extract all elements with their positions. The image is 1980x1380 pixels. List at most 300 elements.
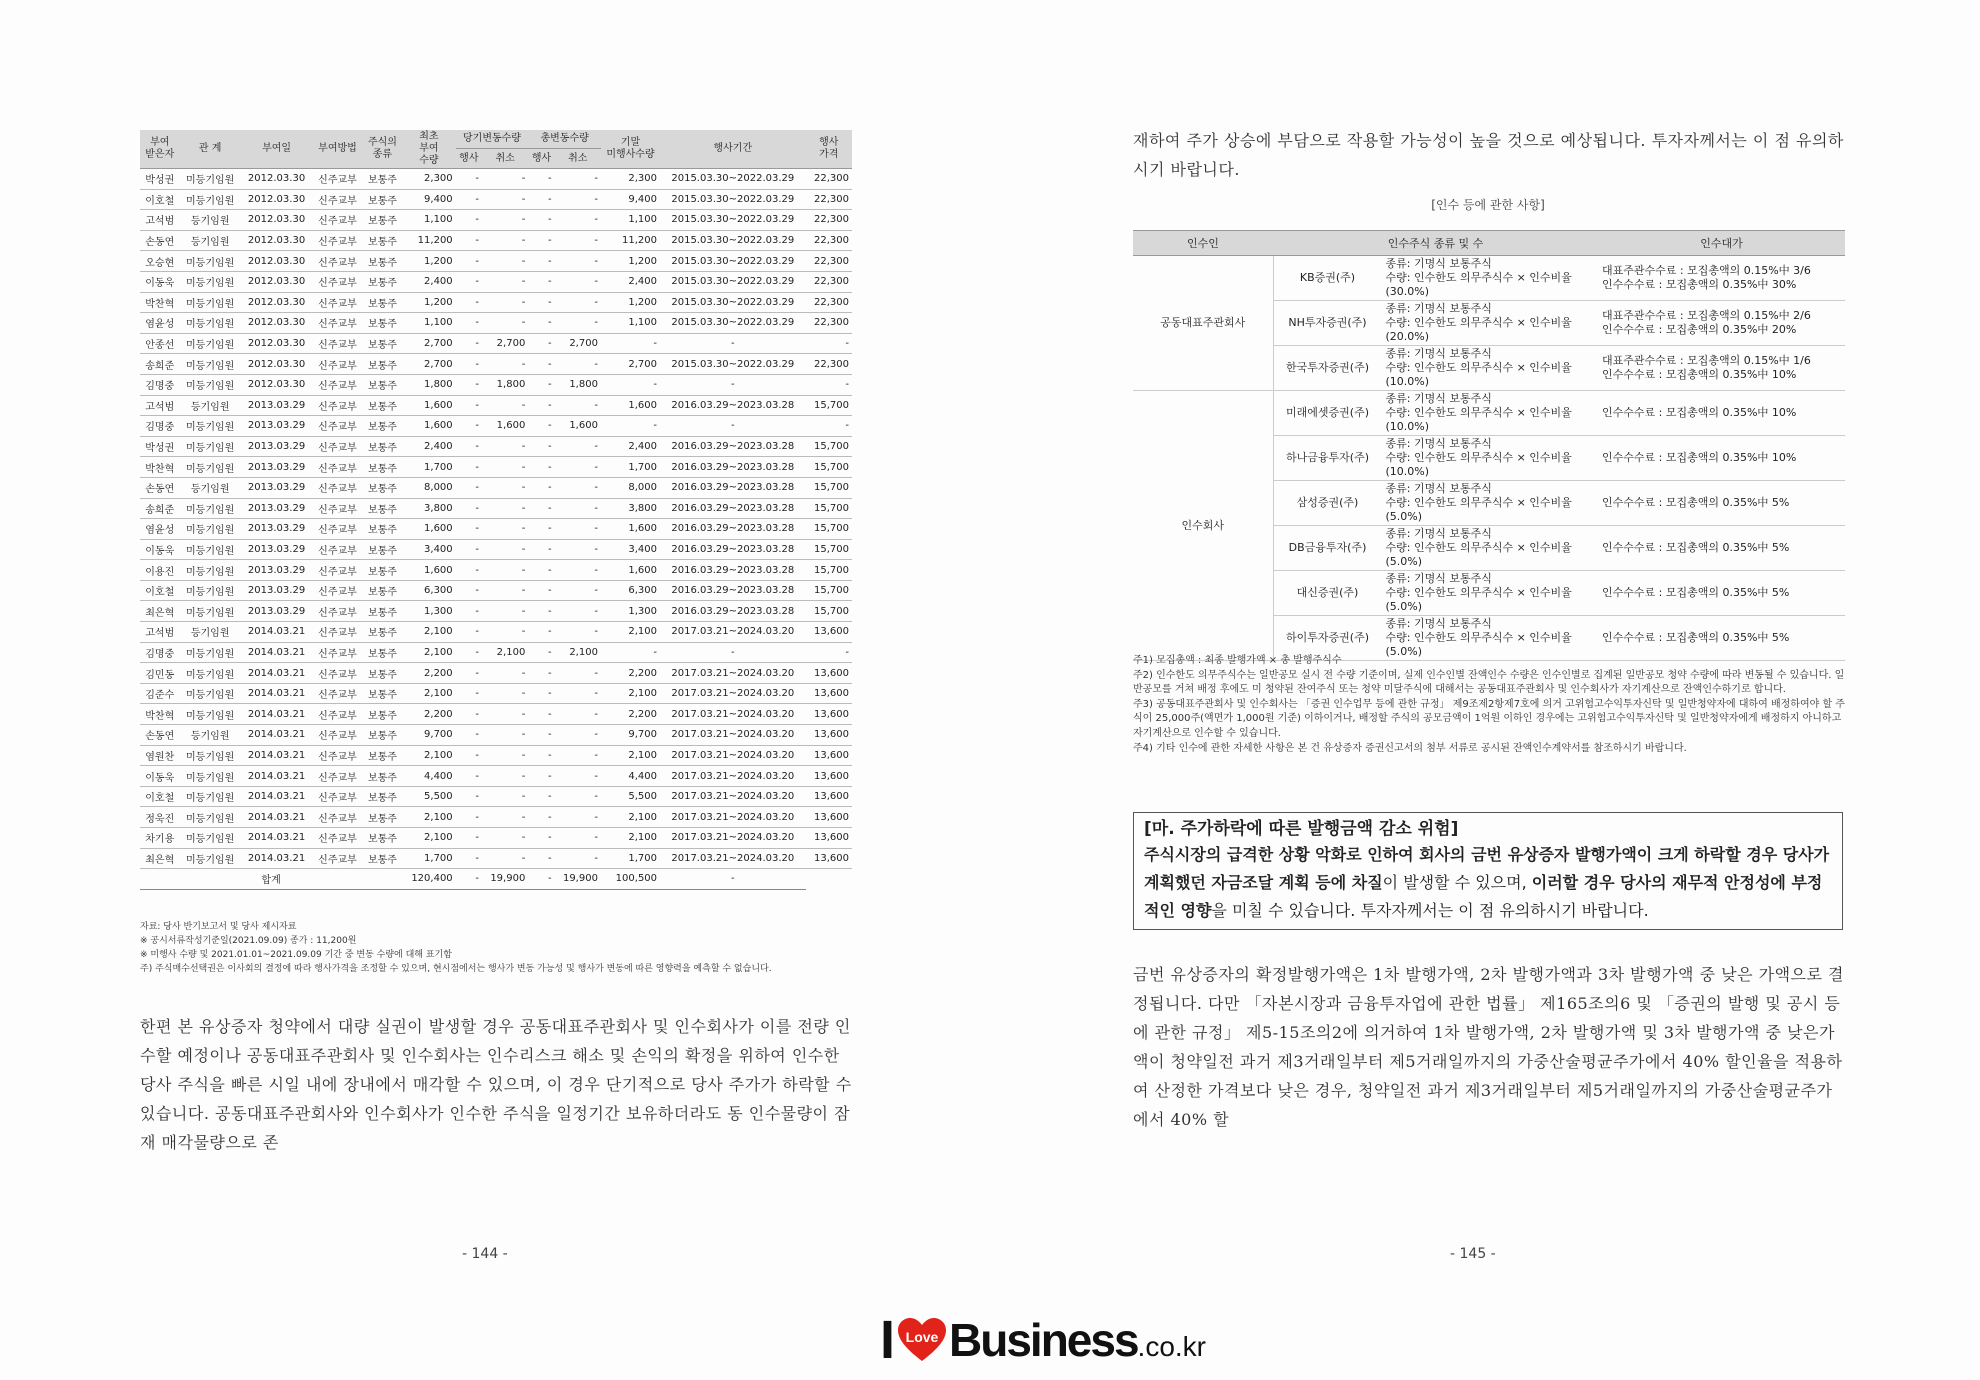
table-cell: - <box>555 457 601 478</box>
table-cell: 미등기임원 <box>180 292 241 313</box>
table-cell: - <box>456 251 482 272</box>
table-cell: 13,600 <box>806 683 852 704</box>
table-cell: 13,600 <box>806 622 852 643</box>
right-top-text: 재하여 주가 상승에 부담으로 작용할 가능성이 높을 것으로 예상됩니다. 투자자께서는 이 점 유의하시기 바랍니다. <box>1133 131 1844 179</box>
table-cell: 김명중 <box>140 416 180 437</box>
table-cell: 보통주 <box>363 725 403 746</box>
table-cell: 신주교부 <box>312 766 362 787</box>
table-cell: 미등기임원 <box>180 457 241 478</box>
table-cell: 이호철 <box>140 786 180 807</box>
table-cell: 2015.03.30~2022.03.29 <box>660 271 806 292</box>
table-row <box>140 354 852 375</box>
table-row <box>140 189 852 210</box>
table-cell: - <box>482 745 528 766</box>
table-cell: 2,100 <box>555 642 601 663</box>
table-cell: - <box>555 828 601 849</box>
table-cell: - <box>456 519 482 540</box>
uw-kind: 종류: 기명식 보통주식 <box>1385 392 1492 405</box>
table-cell: 22,300 <box>806 313 852 334</box>
table-cell: 보통주 <box>363 601 403 622</box>
opt-subheader-3: 취소 <box>555 149 601 169</box>
total-cell: - <box>528 869 554 890</box>
uw-shares <box>1382 391 1599 436</box>
table-cell: - <box>555 519 601 540</box>
table-cell: 보통주 <box>363 333 403 354</box>
uw-firm: 한국투자증권(주) <box>1273 346 1382 391</box>
opt-header-9: 행사기간 <box>660 130 806 169</box>
table-cell: - <box>555 436 601 457</box>
table-cell: 이호철 <box>140 580 180 601</box>
uw-fee-lead: 대표주관수수료 : 모집총액의 0.15%中 3/6 <box>1602 264 1811 277</box>
uw-firm: 대신증권(주) <box>1273 571 1382 616</box>
table-cell: 2014.03.21 <box>241 683 312 704</box>
table-cell: - <box>528 745 554 766</box>
table-cell: 2014.03.21 <box>241 704 312 725</box>
table-cell: 2015.03.30~2022.03.29 <box>660 230 806 251</box>
table-cell: - <box>456 498 482 519</box>
table-row <box>140 622 852 643</box>
note-line: ※ 미행사 수량 및 2021.01.01~2021.09.09 기간 중 변동 수량에 대해 표기함 <box>140 950 452 960</box>
table-cell: - <box>482 786 528 807</box>
logo-business: Business <box>949 1314 1138 1366</box>
table-cell: - <box>555 601 601 622</box>
table-cell: 15,700 <box>806 601 852 622</box>
table-cell: 2016.03.29~2023.03.28 <box>660 498 806 519</box>
table-cell: 13,600 <box>806 663 852 684</box>
table-cell: - <box>806 416 852 437</box>
opt-header-0: 부여 받은자 <box>140 130 180 169</box>
underwriter-table-caption: [인수 등에 관한 사항] <box>1431 198 1545 212</box>
table-cell: 이동욱 <box>140 539 180 560</box>
table-cell: 2014.03.21 <box>241 766 312 787</box>
table-cell: 3,400 <box>402 539 455 560</box>
table-cell: 보통주 <box>363 828 403 849</box>
table-cell: 고석범 <box>140 395 180 416</box>
table-cell: 미등기임원 <box>180 663 241 684</box>
table-cell: 신주교부 <box>312 374 362 395</box>
underwriter-table <box>1133 230 1845 661</box>
table-cell: 신주교부 <box>312 189 362 210</box>
table-cell: - <box>482 580 528 601</box>
table-cell: 2013.03.29 <box>241 580 312 601</box>
table-cell: 3,400 <box>601 539 660 560</box>
table-row <box>140 210 852 231</box>
table-cell: - <box>555 539 601 560</box>
table-cell: 2,100 <box>402 622 455 643</box>
table-cell: - <box>555 807 601 828</box>
table-cell: 신주교부 <box>312 786 362 807</box>
table-cell: 1,600 <box>601 519 660 540</box>
table-cell: 신주교부 <box>312 622 362 643</box>
table-cell: 1,600 <box>402 416 455 437</box>
table-cell: 2015.03.30~2022.03.29 <box>660 251 806 272</box>
total-cell: 120,400 <box>402 869 455 890</box>
table-cell: 15,700 <box>806 560 852 581</box>
table-cell: 2016.03.29~2023.03.28 <box>660 519 806 540</box>
table-cell: - <box>555 292 601 313</box>
table-row <box>140 786 852 807</box>
risk-title: [마. 주가하락에 따른 발행금액 감소 위험] <box>1144 819 1459 839</box>
table-cell: 신주교부 <box>312 601 362 622</box>
table-cell: - <box>482 766 528 787</box>
table-cell: - <box>456 210 482 231</box>
uw-fee-underwriting: 인수수수료 : 모집총액의 0.35%中 20% <box>1602 323 1797 336</box>
logo-i: I <box>880 1310 896 1370</box>
table-cell: 2013.03.29 <box>241 560 312 581</box>
table-row <box>140 642 852 663</box>
table-cell: - <box>528 580 554 601</box>
table-cell: - <box>482 230 528 251</box>
table-cell: - <box>456 622 482 643</box>
table-cell: 1,600 <box>555 416 601 437</box>
table-cell: 4,400 <box>601 766 660 787</box>
table-cell: 2,700 <box>402 333 455 354</box>
risk-bold-2: 이러할 경우 당사의 재무적 안정성에 부정적인 영향 <box>1144 873 1823 920</box>
table-cell: 보통주 <box>363 704 403 725</box>
uw-qty: 수량: 인수한도 의무주식수 × 인수비율(5.0%) <box>1385 496 1572 523</box>
opt-header-3: 부여방법 <box>312 130 362 169</box>
opt-subheader-0: 행사 <box>456 149 482 169</box>
table-cell: 15,700 <box>806 477 852 498</box>
table-cell: - <box>528 292 554 313</box>
table-cell: 신주교부 <box>312 807 362 828</box>
table-cell: 2012.03.30 <box>241 169 312 190</box>
table-cell: - <box>482 292 528 313</box>
table-cell: 미등기임원 <box>180 704 241 725</box>
table-cell: 보통주 <box>363 519 403 540</box>
total-row <box>140 869 852 890</box>
table-cell: 보통주 <box>363 766 403 787</box>
table-cell: 미등기임원 <box>180 766 241 787</box>
table-cell: - <box>456 745 482 766</box>
table-cell: - <box>456 539 482 560</box>
table-cell: 보통주 <box>363 271 403 292</box>
table-cell: 2016.03.29~2023.03.28 <box>660 580 806 601</box>
table-cell: 5,500 <box>402 786 455 807</box>
total-cell: 19,900 <box>482 869 528 890</box>
table-cell: - <box>660 416 806 437</box>
uw-firm: 하나금융투자(주) <box>1273 436 1382 481</box>
uw-firm: 삼성증권(주) <box>1273 481 1382 526</box>
table-cell: 신주교부 <box>312 828 362 849</box>
table-cell: 2012.03.30 <box>241 230 312 251</box>
table-cell: 2,100 <box>402 807 455 828</box>
table-cell: 2012.03.30 <box>241 251 312 272</box>
uw-group-label: 인수회사 <box>1133 391 1273 661</box>
table-cell: 1,100 <box>601 210 660 231</box>
table-cell: 박찬혁 <box>140 457 180 478</box>
table-cell: 오승현 <box>140 251 180 272</box>
table-cell: - <box>528 436 554 457</box>
table-cell: - <box>601 642 660 663</box>
table-cell: - <box>456 457 482 478</box>
table-cell: 2013.03.29 <box>241 498 312 519</box>
table-cell: 2,700 <box>601 354 660 375</box>
table-row <box>140 169 852 190</box>
table-cell: 보통주 <box>363 848 403 869</box>
table-cell: 15,700 <box>806 580 852 601</box>
table-cell: 2014.03.21 <box>241 745 312 766</box>
table-row <box>140 766 852 787</box>
uw-fee-lead: 대표주관수수료 : 모집총액의 0.15%中 2/6 <box>1602 309 1811 322</box>
table-cell: - <box>528 725 554 746</box>
page-number-right: - 145 - <box>1450 1246 1496 1262</box>
table-cell: 2017.03.21~2024.03.20 <box>660 745 806 766</box>
table-cell: 2016.03.29~2023.03.28 <box>660 539 806 560</box>
page-number-left: - 144 - <box>462 1246 508 1262</box>
table-cell: - <box>528 642 554 663</box>
table-cell: 2015.03.30~2022.03.29 <box>660 292 806 313</box>
table-cell: 2012.03.30 <box>241 333 312 354</box>
table-cell: - <box>555 498 601 519</box>
table-cell: 손동연 <box>140 477 180 498</box>
uw-fee <box>1598 481 1845 526</box>
table-cell: 미등기임원 <box>180 271 241 292</box>
note-line: 주) 주식매수선택권은 이사회의 결정에 따라 행사가격을 조정할 수 있으며, 현시점에서는 행사가 변동 가능성 및 행사가 변동에 따른 영향력을 예측할 수 없습니다. <box>140 964 772 974</box>
table-cell: 2,200 <box>402 704 455 725</box>
table-cell: - <box>456 725 482 746</box>
table-cell: 보통주 <box>363 395 403 416</box>
table-cell: - <box>528 416 554 437</box>
table-cell: 등기임원 <box>180 230 241 251</box>
table-cell: 등기임원 <box>180 395 241 416</box>
table-cell: 2,700 <box>555 333 601 354</box>
table-cell: 미등기임원 <box>180 436 241 457</box>
table-cell: - <box>555 745 601 766</box>
table-cell: 2014.03.21 <box>241 828 312 849</box>
uw-header-fee: 인수대가 <box>1598 231 1845 256</box>
table-cell: 1,300 <box>601 601 660 622</box>
table-cell: - <box>456 807 482 828</box>
table-cell: 보통주 <box>363 354 403 375</box>
stock-option-table <box>140 130 852 890</box>
table-cell: 2014.03.21 <box>241 725 312 746</box>
table-cell: 9,400 <box>601 189 660 210</box>
table-cell: 2,100 <box>402 642 455 663</box>
table-cell: 안종선 <box>140 333 180 354</box>
table-cell: - <box>555 477 601 498</box>
uw-shares <box>1382 526 1599 571</box>
table-cell: - <box>456 416 482 437</box>
table-cell: 미등기임원 <box>180 601 241 622</box>
uw-shares <box>1382 346 1599 391</box>
table-cell: 1,200 <box>402 292 455 313</box>
table-cell: 13,600 <box>806 807 852 828</box>
table-cell: 1,600 <box>402 560 455 581</box>
table-cell: 신주교부 <box>312 169 362 190</box>
opt-header-10: 행사 가격 <box>806 130 852 169</box>
table-cell: 보통주 <box>363 580 403 601</box>
table-cell: 2013.03.29 <box>241 416 312 437</box>
table-cell: - <box>456 766 482 787</box>
table-cell: 2015.03.30~2022.03.29 <box>660 313 806 334</box>
table-cell: - <box>555 251 601 272</box>
table-cell: - <box>456 477 482 498</box>
table-cell: 2012.03.30 <box>241 313 312 334</box>
table-cell: - <box>456 354 482 375</box>
table-cell: 15,700 <box>806 539 852 560</box>
table-cell: - <box>555 704 601 725</box>
table-cell: - <box>528 807 554 828</box>
table-cell: 신주교부 <box>312 477 362 498</box>
ilovebusiness-logo[interactable] <box>880 1310 1206 1370</box>
table-cell: 보통주 <box>363 477 403 498</box>
table-cell: 2016.03.29~2023.03.28 <box>660 601 806 622</box>
table-cell: - <box>528 374 554 395</box>
uw-firm: 하이투자증권(주) <box>1273 616 1382 661</box>
table-row <box>140 436 852 457</box>
table-cell: - <box>482 457 528 478</box>
table-cell: 2016.03.29~2023.03.28 <box>660 477 806 498</box>
table-cell: 신주교부 <box>312 416 362 437</box>
table-cell: 보통주 <box>363 642 403 663</box>
table-cell: 미등기임원 <box>180 333 241 354</box>
table-cell: 보통주 <box>363 745 403 766</box>
table-cell: - <box>456 642 482 663</box>
uw-kind: 종류: 기명식 보통주식 <box>1385 437 1492 450</box>
table-row <box>140 374 852 395</box>
table-cell: - <box>555 169 601 190</box>
uw-shares <box>1382 256 1599 301</box>
table-cell: 2013.03.29 <box>241 436 312 457</box>
table-cell: - <box>555 189 601 210</box>
table-cell: 미등기임원 <box>180 807 241 828</box>
table-cell: 8,000 <box>402 477 455 498</box>
table-cell: 신주교부 <box>312 725 362 746</box>
table-cell: - <box>482 354 528 375</box>
table-cell: 2,200 <box>601 704 660 725</box>
table-cell: 2017.03.21~2024.03.20 <box>660 622 806 643</box>
table-cell: 2017.03.21~2024.03.20 <box>660 725 806 746</box>
table-cell: 신주교부 <box>312 457 362 478</box>
opt-header-6: 당기변동수량 <box>456 130 529 149</box>
table-row <box>140 457 852 478</box>
table-cell: 보통주 <box>363 251 403 272</box>
table-cell: 1,800 <box>482 374 528 395</box>
table-cell: 미등기임원 <box>180 683 241 704</box>
table-cell: 염윤성 <box>140 519 180 540</box>
table-cell: 미등기임원 <box>180 313 241 334</box>
table-row <box>140 580 852 601</box>
table-cell: - <box>528 395 554 416</box>
table-cell: 2014.03.21 <box>241 622 312 643</box>
table-cell: 보통주 <box>363 292 403 313</box>
total-cell: 19,900 <box>555 869 601 890</box>
table-cell: - <box>528 498 554 519</box>
table-row <box>140 828 852 849</box>
table-cell: 2,100 <box>402 683 455 704</box>
table-cell: 2,400 <box>601 271 660 292</box>
table-cell: 2,400 <box>402 271 455 292</box>
table-cell: 미등기임원 <box>180 786 241 807</box>
table-cell: 2,700 <box>482 333 528 354</box>
uw-qty: 수량: 인수한도 의무주식수 × 인수비율(10.0%) <box>1385 361 1572 388</box>
table-cell: - <box>528 210 554 231</box>
table-cell: 1,200 <box>601 251 660 272</box>
table-cell: 신주교부 <box>312 663 362 684</box>
table-cell: 최은혁 <box>140 601 180 622</box>
table-row <box>140 601 852 622</box>
table-cell: - <box>528 354 554 375</box>
table-cell: 13,600 <box>806 848 852 869</box>
total-cell: - <box>456 869 482 890</box>
uw-note-line: 주3) 공동대표주관회사 및 인수회사는 「증권 인수업무 등에 관한 규정」 제9조제2항제7호에 의거 고위험고수익투자신탁 및 일반청약자에 대하여 배정하여야 할 주식이 25,000주(액면가 1,000원 기준) 이하이거나, 배정할 주식의 공모금액이 1억원 이하인 경우에는 고위험고수익투자신탁 및 일반청약자에게 배정하지 아니하고 자기계산으로 인수할 수 있습니다. <box>1133 698 1845 739</box>
table-cell: 보통주 <box>363 313 403 334</box>
table-cell: 보통주 <box>363 498 403 519</box>
table-cell: 22,300 <box>806 251 852 272</box>
table-cell: - <box>482 169 528 190</box>
table-cell: 1,700 <box>601 457 660 478</box>
uw-fee <box>1598 526 1845 571</box>
table-cell: - <box>660 642 806 663</box>
table-cell: - <box>456 560 482 581</box>
table-row <box>140 251 852 272</box>
table-row <box>140 539 852 560</box>
table-row <box>140 416 852 437</box>
table-cell: 신주교부 <box>312 271 362 292</box>
table-cell: 보통주 <box>363 807 403 828</box>
table-cell: 2012.03.30 <box>241 354 312 375</box>
uw-fee-underwriting: 인수수수료 : 모집총액의 0.35%中 5% <box>1602 496 1790 509</box>
table-cell: 박찬혁 <box>140 292 180 313</box>
table-cell: - <box>482 560 528 581</box>
table-cell: 13,600 <box>806 704 852 725</box>
table-cell: 신주교부 <box>312 683 362 704</box>
table-cell: 신주교부 <box>312 354 362 375</box>
uw-header-underwriter: 인수인 <box>1133 231 1273 256</box>
table-cell: 신주교부 <box>312 519 362 540</box>
table-cell: - <box>555 560 601 581</box>
table-cell: 2,100 <box>601 745 660 766</box>
uw-qty: 수량: 인수한도 의무주식수 × 인수비율(5.0%) <box>1385 586 1572 613</box>
table-cell: - <box>555 848 601 869</box>
table-cell: - <box>482 683 528 704</box>
table-cell: 2,200 <box>402 663 455 684</box>
uw-fee-underwriting: 인수수수료 : 모집총액의 0.35%中 5% <box>1602 541 1790 554</box>
table-cell: 1,100 <box>402 210 455 231</box>
table-cell: 13,600 <box>806 828 852 849</box>
uw-fee-underwriting: 인수수수료 : 모집총액의 0.35%中 30% <box>1602 278 1797 291</box>
table-row <box>140 498 852 519</box>
table-cell: 보통주 <box>363 539 403 560</box>
table-cell: - <box>482 663 528 684</box>
table-cell: 22,300 <box>806 210 852 231</box>
table-cell: 신주교부 <box>312 251 362 272</box>
table-cell: 미등기임원 <box>180 642 241 663</box>
table-cell: - <box>660 374 806 395</box>
risk-summary <box>1144 841 1832 925</box>
table-cell: - <box>456 828 482 849</box>
table-cell: 3,800 <box>601 498 660 519</box>
table-cell: 신주교부 <box>312 539 362 560</box>
table-cell: 1,200 <box>402 251 455 272</box>
table-cell: 차기용 <box>140 828 180 849</box>
table-cell: - <box>528 786 554 807</box>
table-cell: 신주교부 <box>312 704 362 725</box>
table-cell: - <box>456 786 482 807</box>
table-cell: 보통주 <box>363 622 403 643</box>
table-cell: - <box>482 271 528 292</box>
table-cell: 보통주 <box>363 436 403 457</box>
table-cell: 11,200 <box>601 230 660 251</box>
table-cell: 6,300 <box>402 580 455 601</box>
table-cell: - <box>555 271 601 292</box>
table-cell: - <box>555 395 601 416</box>
table-cell: 박성권 <box>140 169 180 190</box>
table-cell: 고석범 <box>140 622 180 643</box>
uw-kind: 종류: 기명식 보통주식 <box>1385 347 1492 360</box>
logo-love: Love <box>905 1329 939 1345</box>
